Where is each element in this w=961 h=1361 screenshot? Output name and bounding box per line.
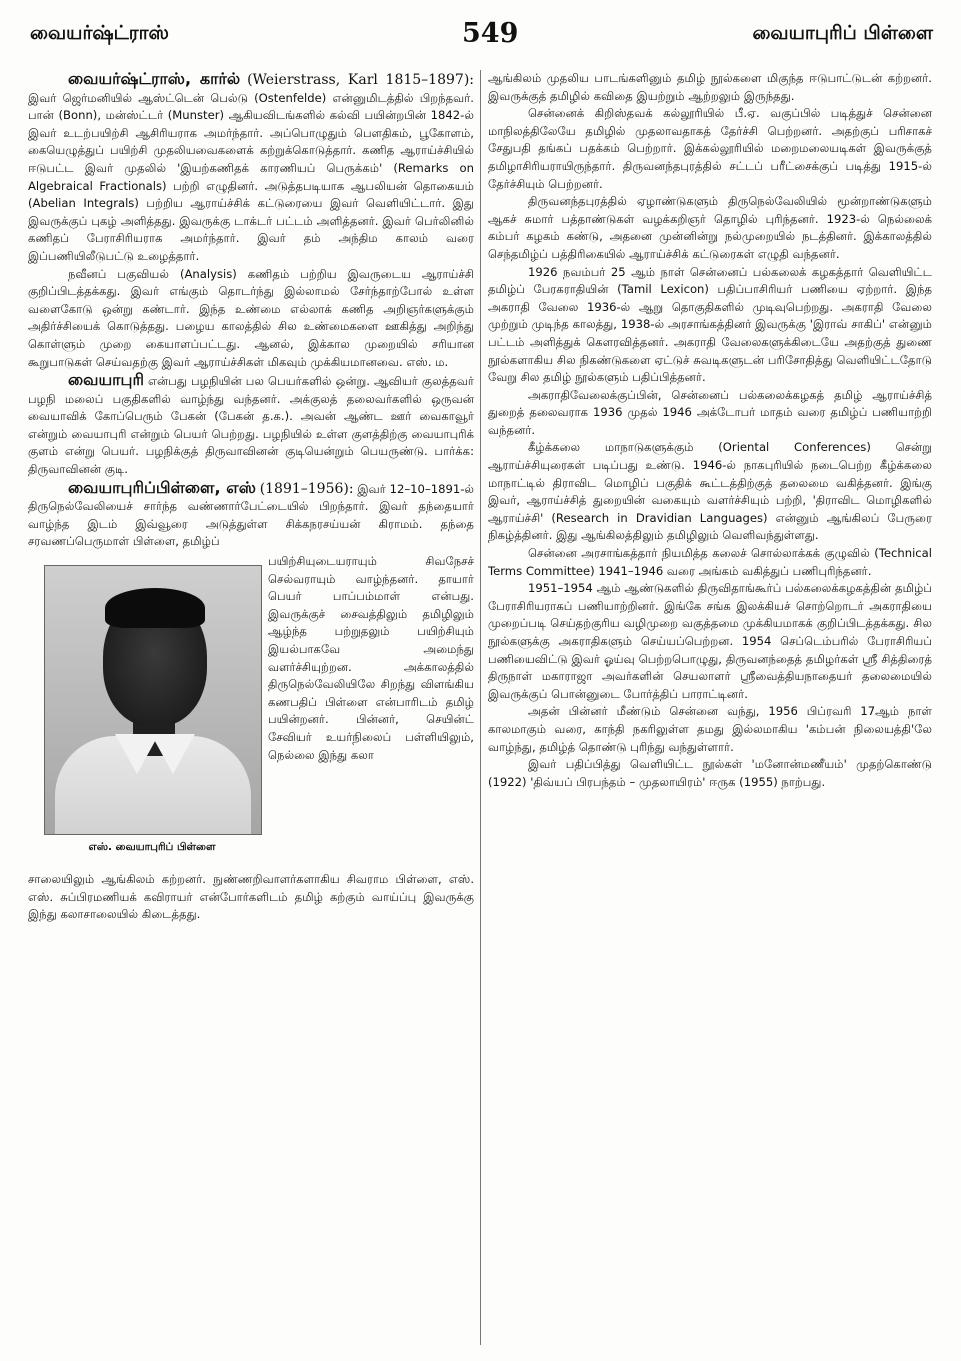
paragraph: கீழ்க்கலை மாநாடுகளுக்கும் (Oriental Conferences) சென்று ஆராய்ச்சியுரைகள் படிப்பது உண்டு. 1946-ல் நாகபுரியில் நடைபெற்ற கீழ்க்கலை மாநாட்டில் திராவிட மொழிப் பகுதிக் கூட்டத்திற்குத் தலைமை வகித்தனர். இங்கு இவர், ஆராய்ச்சித் துறையின் வகையும் வளர்ச்சியும் பற்றி, 'திராவிட மொழிகளில் ஆராய்ச்சி' (Research in Dravidian Languages) என்னும் ஆங்கிலப் பேருரை நிகழ்த்தினர். இது ஆங்கிலத்திலும் தமிழிலும் வெளிவந்துள்ளது. [488,440,932,543]
author-signature: எஸ். ம. [406,354,449,369]
entry-paragraph [28,266,474,372]
entry-years: (1891–1956): [259,480,354,497]
page-number: 549 [462,18,519,49]
entry-body: இவர் 12–10–1891-ல் திருநெல்வேலியைச் சார்ந்த வண்ணார்பேட்டையில் பிறந்தார். இவர் தந்தையார் வாழ்ந்த இடம் இவ்வூரை அடுத்துள்ள சிக்கநரசய்யன் கிராமம். தந்தை சரவணப்பெருமாள் பிள்ளை, தமிழ்ப் [28,481,474,549]
paragraph: சென்னைக் கிறிஸ்தவக் கல்லூரியில் பீ.ஏ. வகுப்பில் படித்துச் சென்னை மாநிலத்திலேயே தமிழில் முதலாவதாகத் தேர்ச்சி பெற்றனர். அதற்குப் பரிசாகச் சேதுபதி தங்கப் பதக்கம் பெற்றார். இக்கல்லூரியில் மறைமலையடிகள் இவருக்குத் தமிழாசிரியராயிருந்தார். திருவனந்தபுரத்தில் சட்டப் பரீட்சைக்குப் படித்து 1915-ல் தேர்ச்சியும் பெற்றனர். [488,106,932,191]
entry-body: என்பது பழநியின் பல பெயர்களில் ஒன்று. ஆவியர் குலத்தவர் பழநி மலைப் பகுதிகளில் வாழ்ந்து வந்தனர். அக்குலத் தலைவர்களில் ஒருவன் வையாவிக் கோப்பெரும் பேகன் (பேகன் த.க.). அவன் ஆண்ட ஊர் வைகாவூர் என்றும் வையாபுரி என்றும் பெயர் பெற்றது. பழநியில் உள்ள குளத்திற்கு வையாபுரிக் குளம் என்று பெயர். பழநிக்குத் திருவாவினன் குடியென்றும் பெயருண்டு. பார்க்க: திருவாவினன் குடி. [28,374,474,477]
wrapped-text: பயிற்சியுடையராயும் சிவநேசச் செல்வராயும் வாழ்ந்தனர். தாயார் பெயர் பாப்பம்மாள் என்பது. இவருக்குச் சைவத்திலும் தமிழிலும் ஆழ்ந்த பற்றுதலும் பயிற்சியும் இயல்பாகவே அமைந்து வளர்ச்சியுற்றன. அக்காலத்தில் திருநெல்வேலியிலே சிறந்து விளங்கிய கணபதிப் பிள்ளை என்பாரிடம் தமிழ் பயின்றனர். பின்னர், செயின்ட் சேவியர் உயர்நிலைப் பள்ளியிலும், நெல்லை இந்து கலா [268,554,474,762]
entry-vaiyapuri-pillai [28,479,474,551]
paragraph: 1951–1954 ஆம் ஆண்டுகளில் திருவிதாங்கூர்ப் பல்கலைக்கழகத்தின் தமிழ்ப் பேராசிரியராகப் பணியாற்றினர். இங்கே சங்க இலக்கியச் சொற்றொடர் அகராதியை முறைப்படி செய்தற்குரிய வழிமுறை வகுத்தமை முக்கியமாகக் குறிப்பிடத்தக்கது. சில நூல்களுக்கு அகராதிகளும் செய்யப்பெற்றன. 1954 செப்டெம்பரில் பேராசிரியப் பணியைவிட்டு இவர் ஓய்வு பெற்றபொழுது, திருவனந்தைத் தமிழர்கள் ஸ்ரீ சித்திரைத் திருநாள் மகாராஜா அவர்களின் செயலாளர் ஸ்ரீவைத்தியநாதையர் தலைமையில் இவருக்குப் பொன்னுடை போர்த்திப் பாராட்டினர். [488,581,932,701]
paragraph: ஆங்கிலம் முதலிய பாடங்களினும் தமிழ் நூல்களை மிகுந்த ஈடுபாட்டுடன் கற்றனர். இவருக்குத் தமிழில் கவிதை இயற்றும் ஆற்றலும் இருந்தது. [488,71,932,103]
entry-heading: வையாபுரிப்பிள்ளை, எஸ் [68,477,256,497]
paragraph: அதன் பின்னர் மீண்டும் சென்னை வந்து, 1956 பிப்ரவரி 17ஆம் நாள் காலமாகும் வரை, காந்தி நகரிலுள்ள தமது இல்லமாகிய 'கம்பன் நிலையத்தி'லே வாழ்ந்து, தமிழ்த் தொண்டு புரிந்து வந்துள்ளார். [488,704,932,754]
photo-caption: எஸ். வையாபுரிப் பிள்ளை [88,841,216,854]
paragraph: 1926 நவம்பர் 25 ஆம் நாள் சென்னைப் பல்கலைக் கழகத்தார் வெளியிட்ட தமிழ்ப் பேரகராதியின் (Tamil Lexicon) பதிப்பாசிரியர் பணியை ஏற்றார். இந்த அகராதி வேலை 1936-ல் ஆறு தொகுதிகளில் முடிவுபெற்றது. அகராதி வேலை முற்றும் முடிந்த காலத்து, 1938-ல் அரசாங்கத்தினர் இவருக்கு 'இராவ் சாகிப்' என்னும் பட்டம் அளித்துக் கௌரவித்தனர். அகராதி வேலைகளுக்கிடையே அதற்குத் துணை நூல்களாகிய சில நிகண்டுகளை ஏட்டுச் சுவடிகளுடன் பரிசோதித்து வெளியிட்டதோடு வேறு சில தமிழ் நூல்களும் பதிப்பித்தனர். [488,264,932,385]
entry-body: நவீனப் பகுவியல் (Analysis) கணிதம் பற்றிய இவருடைய ஆராய்ச்சி குறிப்பிடத்தக்கது. இவர் எங்கும் தொடர்ந்து இல்லாமல் சேர்ந்தாற்போல் உள்ள வளைகோடு ஒன்று கண்டார். இந்த உண்மை எல்லாக் கணித அறிஞர்களுக்கும் அதிர்ச்சியைக் கொடுத்தது. பழைய காலத்தில் சில உண்மைகளை ஊகித்து அறிந்து கொள்ளும் முறை கையாளப்பட்டது. ஆனல், இக்கால முறையில் சரியான கூறுபாடுகள் செய்வதற்கு இவர் ஆராய்ச்சிகள் மிகவும் முக்கியமானவை. [28,266,474,369]
entry-heading: வையாபுரி [68,370,144,390]
paragraph: திருவனந்தபுரத்தில் ஏழாண்டுகளும் திருநெல்வேலியில் மூன்றாண்டுகளும் ஆகச் சுமார் பத்தாண்டுகள் வழக்கறிஞர் தொழில் புரிந்தனர். 1923-ல் நெல்லைக் கம்பர் கழகம் கண்டு, அதனை முன்னின்று நல்முறையில் நடத்தினர். இக்காலத்தில் செந்தமிழ்ப் பத்திரிகையில் ஆராய்ச்சிக் கட்டுரைகள் எழுதி வந்தனர். [488,194,932,261]
column-rule [480,70,481,1345]
entry-heading: வையர்ஷ்ட்ராஸ், கார்ல் [68,70,241,88]
running-head-left: வையர்ஷ்ட்ராஸ் [30,22,169,44]
running-head [0,0,961,60]
portrait-photo [44,565,262,835]
entry-latin-name: (Weierstrass, Karl 1815–1897): [247,72,474,88]
paragraph: இவர் பதிப்பித்து வெளியிட்ட நூல்கள் 'மனோன்மணீயம்' முதற்கொண்டு (1922) 'திவ்யப் பிரபந்தம் – முதலாயிரம்' ஈருக (1955) நாற்பது. [488,757,932,789]
right-column [488,70,932,1350]
paragraph: சென்னை அரசாங்கத்தார் நியமித்த கலைச் சொல்லாக்கக் குழுவில் (Technical Terms Committee) 1941–1946 வரை அங்கம் வகித்துப் பணிபுரிந்தனர். [488,546,932,578]
running-head-right: வையாபுரிப் பிள்ளை [752,22,933,44]
entry-vaiyapuri [28,371,474,479]
left-column [28,70,474,1350]
entry-body: சாலையிலும் ஆங்கிலம் கற்றனர். நுண்ணறிவாளர்களாகிய சிவராம பிள்ளை, எஸ். எஸ். சுப்பிரமணியக் கவிராயர் என்போர்களிடம் தமிழ் கற்கும் வாய்ப்பு இவருக்கு இந்து கலாசாலையில் கிடைத்தது. [28,872,474,922]
photo-wrap-block [28,553,474,871]
entry-body: இவர் ஜெர்மனியில் ஆஸ்ட்டென் பெல்டு (Ostenfelde) என்னுமிடத்தில் பிறந்தவர். பான் (Bonn), மன்ஸ்ட்டர் (Munster) ஆகியவிடங்களில் கல்வி பயின்றபின் 1842-ல் இவர் உடற்பயிற்சி ஆசிரியராக அமர்ந்தார். அப்பொழுதும் பௌதிகம், பூகோளம், கையெழுத்துப் பயிற்சி முதலியவைகளைக் கற்றுக்கொடுத்தார். கணித ஆராய்ச்சியில் ஈடுபட்ட இவர் முதலில் 'இயற்கணிதக் காரணியப் பெருக்கம்' (Remarks on Algebraical Fractionals) பற்றி எழுதினர். அடுத்தபடியாக ஆபலியன் தொகையம் (Abelian Integrals) பற்றிய ஆராய்ச்சிக் கட்டுரையை இவர் வெளியிட்டார். இது இவருக்குப் புகழ் அளித்தது. இவருக்கு டாக்டர் பட்டம் அளித்தனர். இவர் பெர்லினில் கணிதப் பேராசிரியராக அமர்ந்தார். இவர் தம் அந்திம காலம் வரை இப்பணியிலீடுபட்டு உழைத்தார். [28,90,474,263]
entry-weierstrass [28,70,474,266]
paragraph: அகராதிவேலைக்குப்பின், சென்னைப் பல்கலைக்கழகத் தமிழ் ஆராய்ச்சித் துறைத் தலைவராக 1936 முதல் 1946 அக்டோபர் மாதம் வரை தமிழ்ப் பணியாற்றி வந்தனர். [488,387,932,437]
